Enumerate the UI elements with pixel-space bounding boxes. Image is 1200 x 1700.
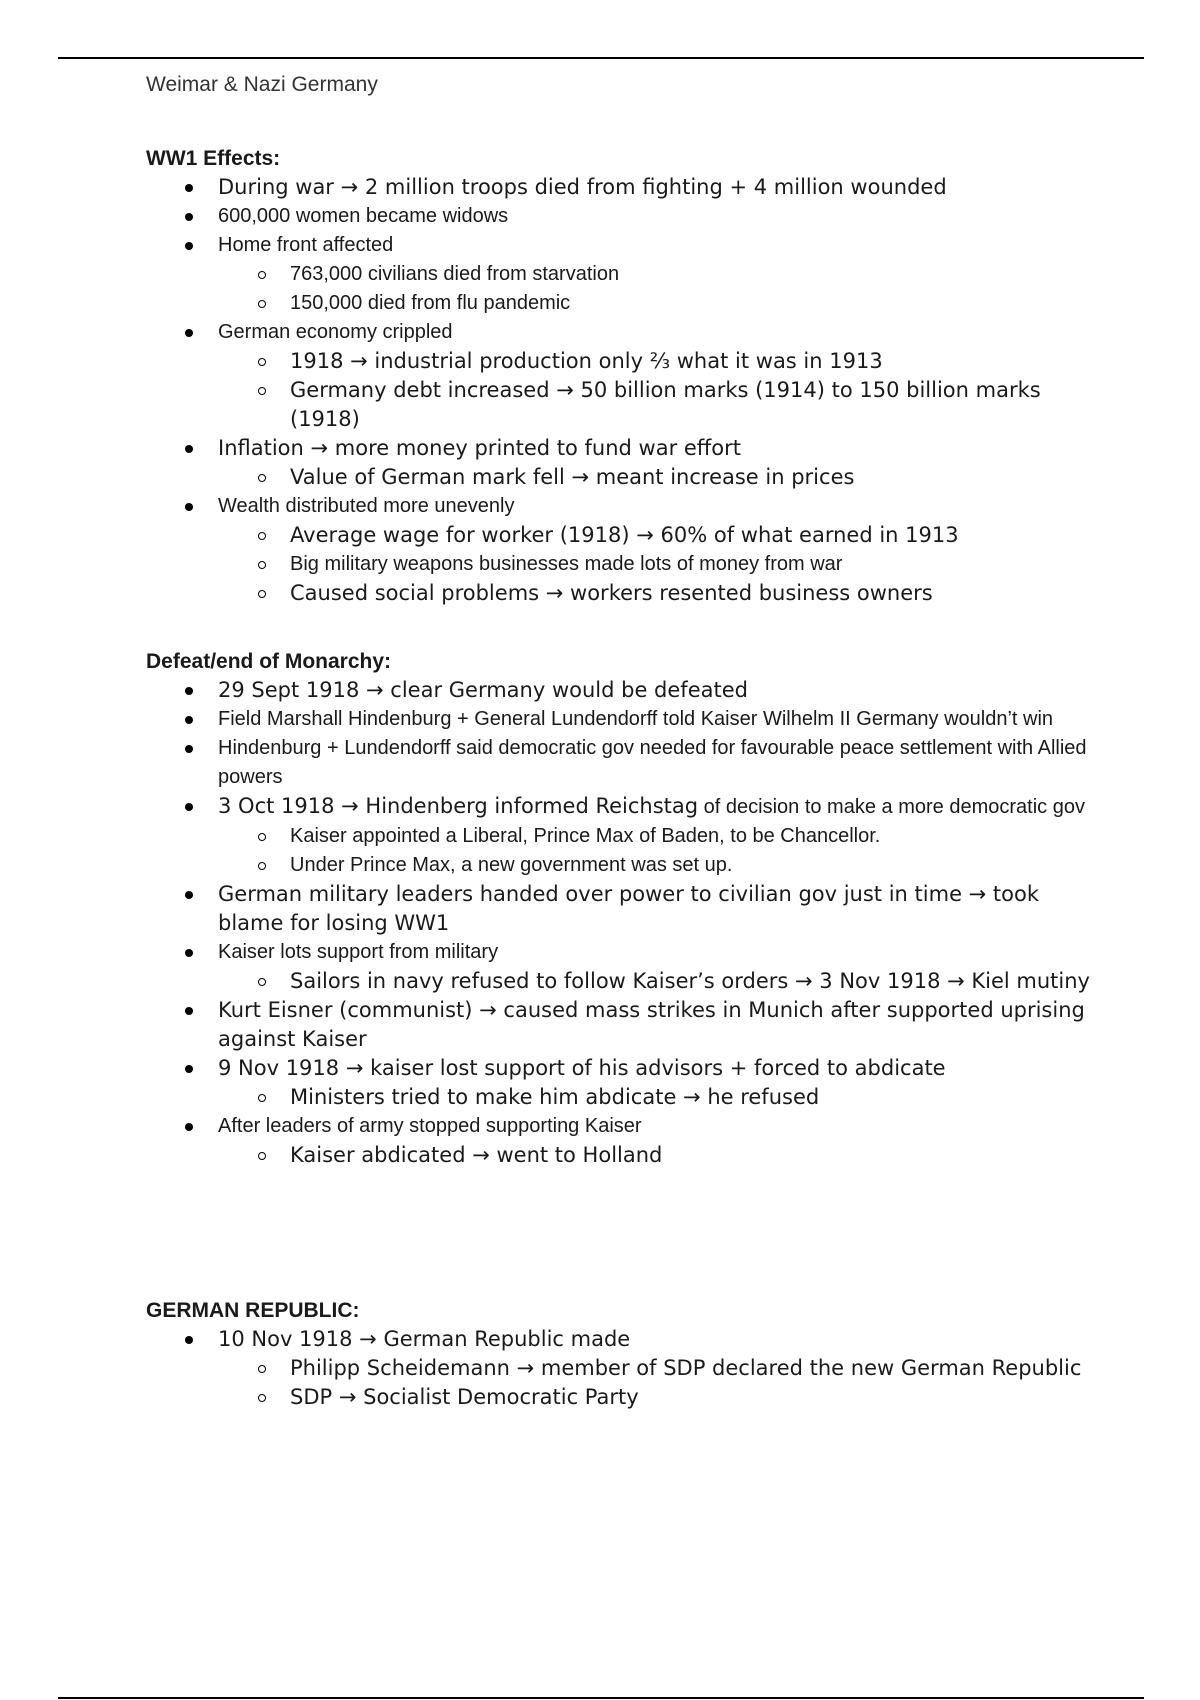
section-heading: WW1 Effects:: [146, 147, 281, 170]
list-item: [146, 173, 1096, 202]
list-item-text: Kurt Eisner (communist) → caused mass strikes in Munich after supported uprising against Kaiser: [218, 998, 1085, 1051]
sub-list-item: [146, 1083, 1096, 1112]
list-item: [146, 676, 1096, 705]
list-item: [146, 1325, 1096, 1354]
list-item-text: Kaiser abdicated → went to Holland: [290, 1143, 663, 1167]
list-item-text: Big military weapons businesses made lots of money from war: [290, 553, 843, 575]
list-item-text: Caused social problems → workers resented business owners: [290, 581, 933, 605]
section-ww1-effects: [146, 144, 1096, 608]
sub-list-item: [146, 289, 1096, 318]
list-item-text: Ministers tried to make him abdicate → he refused: [290, 1085, 820, 1109]
list-item: [146, 792, 1096, 822]
list-item-text: During war → 2 million troops died from fighting + 4 million wounded: [218, 175, 947, 199]
list-item-text: 150,000 died from flu pandemic: [290, 292, 571, 314]
list-item-text: of decision to make a more democratic gov: [698, 796, 1085, 818]
sub-list-item: [146, 550, 1096, 579]
top-rule: [58, 57, 1144, 59]
bullet-list: [146, 676, 1096, 1170]
list-item-text: Sailors in navy refused to follow Kaiser’s orders → 3 Nov 1918 → Kiel mutiny: [290, 969, 1090, 993]
list-item: [146, 734, 1096, 792]
sub-list-item: [146, 822, 1096, 851]
sub-list-item: [146, 1141, 1096, 1170]
list-item-text: 29 Sept 1918 → clear Germany would be defeated: [218, 678, 748, 702]
section-heading: Defeat/end of Monarchy:: [146, 650, 392, 673]
list-item-text: Wealth distributed more unevenly: [218, 495, 515, 517]
list-item-text: Kaiser lots support from military: [218, 941, 499, 963]
list-item-text: German military leaders handed over power to civilian gov just in time → took blame for losing WW1: [218, 882, 1040, 935]
sub-list-item: [146, 463, 1096, 492]
list-item-text: 3 Oct 1918 → Hindenberg informed Reichstag: [218, 794, 699, 818]
sub-list-item: [146, 347, 1096, 376]
list-item-text: Inflation → more money printed to fund war effort: [218, 436, 741, 460]
list-item: [146, 434, 1096, 463]
sub-list-item: [146, 1383, 1096, 1412]
list-item-text: 10 Nov 1918 → German Republic made: [218, 1327, 631, 1351]
section-german-republic: [146, 1296, 1096, 1412]
list-item: [146, 938, 1096, 967]
sub-list-item: [146, 376, 1096, 434]
page-title: Weimar & Nazi Germany: [146, 73, 378, 96]
section-defeat-end-of-monarchy: [146, 647, 1096, 1170]
sub-list-item: [146, 260, 1096, 289]
list-item-text: Field Marshall Hindenburg + General Lundendorff told Kaiser Wilhelm II Germany wouldn’t win: [218, 708, 1054, 730]
list-item-text: SDP → Socialist Democratic Party: [290, 1385, 639, 1409]
list-item-text: Under Prince Max, a new government was set up.: [290, 854, 733, 876]
sub-list-item: [146, 521, 1096, 550]
bottom-rule: [58, 1697, 1144, 1699]
list-item-text: After leaders of army stopped supporting Kaiser: [218, 1115, 642, 1137]
list-item: [146, 996, 1096, 1054]
list-item-text: 9 Nov 1918 → kaiser lost support of his advisors + forced to abdicate: [218, 1056, 946, 1080]
list-item: [146, 492, 1096, 521]
list-item: [146, 231, 1096, 260]
list-item-text: Value of German mark fell → meant increase in prices: [290, 465, 855, 489]
bullet-list: [146, 1325, 1096, 1412]
list-item: [146, 880, 1096, 938]
list-item-text: Home front affected: [218, 234, 394, 256]
list-item-text: Germany debt increased → 50 billion marks (1914) to 150 billion marks (1918): [290, 378, 1041, 431]
list-item-text: Kaiser appointed a Liberal, Prince Max of Baden, to be Chancellor.: [290, 825, 881, 847]
list-item: [146, 202, 1096, 231]
sub-list-item: [146, 967, 1096, 996]
sub-list-item: [146, 579, 1096, 608]
list-item-text: 763,000 civilians died from starvation: [290, 263, 620, 285]
section-heading: GERMAN REPUBLIC:: [146, 1299, 360, 1322]
sub-list-item: [146, 851, 1096, 880]
list-item: [146, 318, 1096, 347]
list-item: [146, 1054, 1096, 1083]
list-item-text: Hindenburg + Lundendorff said democratic gov needed for favourable peace settlement with Allied powers: [218, 737, 1087, 788]
list-item: [146, 705, 1096, 734]
bullet-list: [146, 173, 1096, 608]
list-item-text: 600,000 women became widows: [218, 205, 509, 227]
list-item-text: Average wage for worker (1918) → 60% of what earned in 1913: [290, 523, 959, 547]
sub-list-item: [146, 1354, 1096, 1383]
list-item-text: Philipp Scheidemann → member of SDP declared the new German Republic: [290, 1356, 1082, 1380]
list-item-text: 1918 → industrial production only ⅔ what it was in 1913: [290, 349, 883, 373]
list-item-text: German economy crippled: [218, 321, 453, 343]
list-item: [146, 1112, 1096, 1141]
